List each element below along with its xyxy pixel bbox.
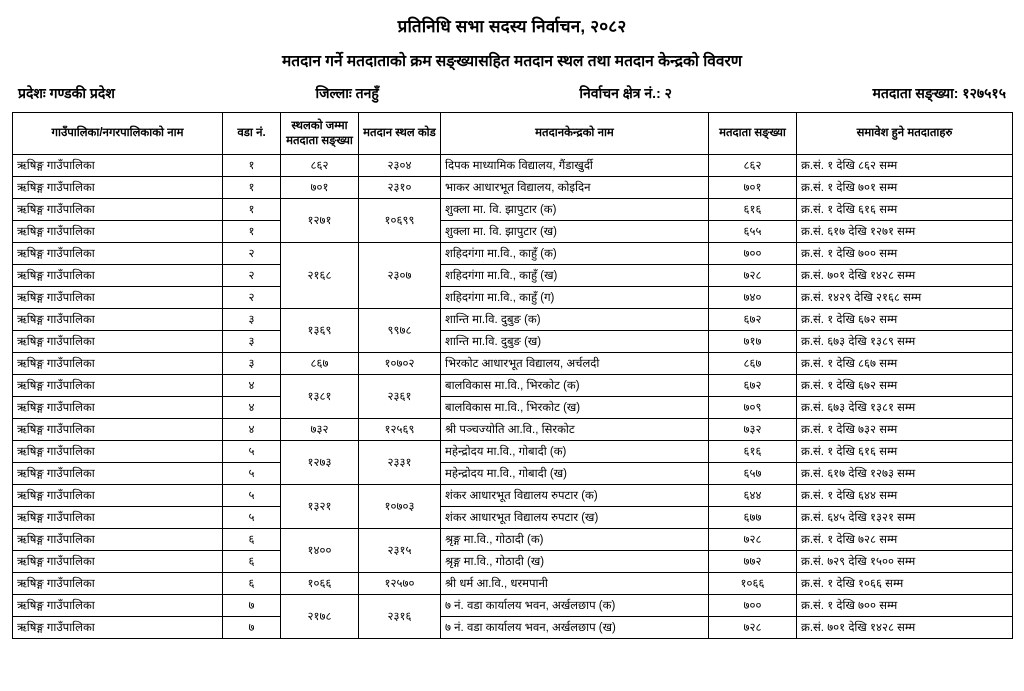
cell-center: शहिदगंगा मा.वि., काहुँ (क) xyxy=(441,243,709,265)
cell-code: १०७०३ xyxy=(359,485,441,529)
cell-ward: १ xyxy=(223,177,281,199)
cell-voters: ७३२ xyxy=(709,419,797,441)
table-row xyxy=(13,507,1013,529)
cell-voters: १०६६ xyxy=(709,573,797,595)
cell-total: २१६८ xyxy=(281,243,359,309)
cell-voters: ६७२ xyxy=(709,375,797,397)
cell-ward: ५ xyxy=(223,441,281,463)
cell-ward: १ xyxy=(223,221,281,243)
cell-ward: ५ xyxy=(223,507,281,529)
cell-range: क्र.सं. १ देखि ७२८ सम्म xyxy=(797,529,1013,551)
province-label: प्रदेशः गण्डकी प्रदेश xyxy=(18,85,115,101)
table-row xyxy=(13,287,1013,309)
cell-voters: ७०१ xyxy=(709,177,797,199)
table-row xyxy=(13,573,1013,595)
cell-ward: ६ xyxy=(223,551,281,573)
cell-center: शुक्ला मा. वि. झापुटार (क) xyxy=(441,199,709,221)
cell-code: १२५६९ xyxy=(359,419,441,441)
cell-name: ऋषिङ्ग गाउँपालिका xyxy=(13,397,223,419)
table-row xyxy=(13,331,1013,353)
cell-ward: ६ xyxy=(223,529,281,551)
cell-center: श्रृङ्ग मा.वि., गोठादी (ख) xyxy=(441,551,709,573)
cell-center: शहिदगंगा मा.वि., काहुँ (ग) xyxy=(441,287,709,309)
cell-voters: ६५५ xyxy=(709,221,797,243)
polling-center-table xyxy=(12,112,1013,639)
cell-ward: २ xyxy=(223,265,281,287)
cell-total: १३२१ xyxy=(281,485,359,529)
cell-voters: ६४४ xyxy=(709,485,797,507)
cell-name: ऋषिङ्ग गाउँपालिका xyxy=(13,551,223,573)
cell-voters: ७०० xyxy=(709,243,797,265)
cell-name: ऋषिङ्ग गाउँपालिका xyxy=(13,441,223,463)
table-row xyxy=(13,529,1013,551)
cell-center: ७ नं. वडा कार्यालय भवन, अर्खलछाप (क) xyxy=(441,595,709,617)
cell-voters: ७०९ xyxy=(709,397,797,419)
cell-total: १२७१ xyxy=(281,199,359,243)
table-row xyxy=(13,265,1013,287)
cell-range: क्र.सं. १ देखि ७०० सम्म xyxy=(797,595,1013,617)
cell-ward: ५ xyxy=(223,463,281,485)
cell-ward: ७ xyxy=(223,617,281,639)
cell-name: ऋषिङ्ग गाउँपालिका xyxy=(13,331,223,353)
table-row xyxy=(13,375,1013,397)
cell-range: क्र.सं. ७०१ देखि १४२८ सम्म xyxy=(797,617,1013,639)
cell-voters: ७२८ xyxy=(709,265,797,287)
table-row xyxy=(13,419,1013,441)
table-row xyxy=(13,353,1013,375)
district-label: जिल्लाः तनहुँ xyxy=(315,85,379,101)
cell-total: ७३२ xyxy=(281,419,359,441)
cell-code: २३१६ xyxy=(359,595,441,639)
constituency-label: निर्वाचन क्षेत्र नं.: २ xyxy=(579,85,672,101)
cell-name: ऋषिङ्ग गाउँपालिका xyxy=(13,287,223,309)
table-row xyxy=(13,441,1013,463)
cell-range: क्र.सं. ७२९ देखि १५०० सम्म xyxy=(797,551,1013,573)
cell-range: क्र.सं. १ देखि ६१६ सम्म xyxy=(797,441,1013,463)
cell-range: क्र.सं. १ देखि ६४४ सम्म xyxy=(797,485,1013,507)
cell-range: क्र.सं. ७०१ देखि १४२८ सम्म xyxy=(797,265,1013,287)
cell-center: शंकर आधारभूत विद्यालय रुपटार (ख) xyxy=(441,507,709,529)
cell-name: ऋषिङ्ग गाउँपालिका xyxy=(13,353,223,375)
cell-range: क्र.सं. १ देखि १०६६ सम्म xyxy=(797,573,1013,595)
cell-range: क्र.सं. १ देखि ८६२ सम्म xyxy=(797,155,1013,177)
column-header-center-name: मतदानकेन्द्रको नाम xyxy=(441,113,709,155)
cell-code: ९९७८ xyxy=(359,309,441,353)
cell-code: २३०७ xyxy=(359,243,441,309)
cell-code: १०७०२ xyxy=(359,353,441,375)
cell-ward: २ xyxy=(223,287,281,309)
cell-name: ऋषिङ्ग गाउँपालिका xyxy=(13,199,223,221)
cell-code: १०६९९ xyxy=(359,199,441,243)
cell-center: श्रृङ्ग मा.वि., गोठादी (क) xyxy=(441,529,709,551)
voter-count-label: मतदाता सङ्ख्या: १२७५१५ xyxy=(872,85,1006,101)
cell-ward: १ xyxy=(223,199,281,221)
cell-range: क्र.सं. १ देखि ७३२ सम्म xyxy=(797,419,1013,441)
cell-name: ऋषिङ्ग गाउँपालिका xyxy=(13,265,223,287)
cell-voters: ८६७ xyxy=(709,353,797,375)
cell-code: १२५७० xyxy=(359,573,441,595)
cell-voters: ७२८ xyxy=(709,529,797,551)
cell-name: ऋषिङ्ग गाउँपालिका xyxy=(13,221,223,243)
cell-name: ऋषिङ्ग गाउँपालिका xyxy=(13,507,223,529)
table-row xyxy=(13,155,1013,177)
cell-name: ऋषिङ्ग गाउँपालिका xyxy=(13,155,223,177)
document-meta-row xyxy=(12,84,1012,103)
cell-name: ऋषिङ्ग गाउँपालिका xyxy=(13,529,223,551)
cell-code: २३३१ xyxy=(359,441,441,485)
table-row xyxy=(13,177,1013,199)
column-header-voter-range: समावेश हुने मतदाताहरु xyxy=(797,113,1013,155)
cell-total: १२७३ xyxy=(281,441,359,485)
cell-range: क्र.सं. ६७३ देखि १३८९ सम्म xyxy=(797,331,1013,353)
cell-center: महेन्द्रोदय मा.वि., गोबादी (ख) xyxy=(441,463,709,485)
table-row xyxy=(13,463,1013,485)
cell-ward: ४ xyxy=(223,375,281,397)
cell-center: श्री पञ्चज्योति आ.वि., सिरकोट xyxy=(441,419,709,441)
table-row xyxy=(13,221,1013,243)
cell-voters: ६१६ xyxy=(709,441,797,463)
cell-total: १४०० xyxy=(281,529,359,573)
column-header-voter-count: मतदाता सङ्ख्या xyxy=(709,113,797,155)
cell-range: क्र.सं. १ देखि ७०० सम्म xyxy=(797,243,1013,265)
cell-name: ऋषिङ्ग गाउँपालिका xyxy=(13,177,223,199)
cell-range: क्र.सं. ६१७ देखि १२७३ सम्म xyxy=(797,463,1013,485)
cell-ward: ४ xyxy=(223,397,281,419)
cell-code: २३१० xyxy=(359,177,441,199)
cell-total: १३८१ xyxy=(281,375,359,419)
cell-name: ऋषिङ्ग गाउँपालिका xyxy=(13,375,223,397)
cell-total: ८६२ xyxy=(281,155,359,177)
table-row xyxy=(13,199,1013,221)
column-header-station-total: स्थलको जम्मा मतदाता सङ्ख्या xyxy=(281,113,359,155)
cell-voters: ७१७ xyxy=(709,331,797,353)
cell-center: भिरकोट आधारभूत विद्यालय, अर्चलदी xyxy=(441,353,709,375)
table-row xyxy=(13,595,1013,617)
cell-total: ८६७ xyxy=(281,353,359,375)
cell-range: क्र.सं. १ देखि ८६७ सम्म xyxy=(797,353,1013,375)
cell-name: ऋषिङ्ग गाउँपालिका xyxy=(13,595,223,617)
table-row xyxy=(13,243,1013,265)
cell-total: ७०१ xyxy=(281,177,359,199)
cell-voters: ७०० xyxy=(709,595,797,617)
cell-center: शान्ति मा.वि. दुबुङ (ख) xyxy=(441,331,709,353)
cell-name: ऋषिङ्ग गाउँपालिका xyxy=(13,243,223,265)
cell-range: क्र.सं. ६४५ देखि १३२१ सम्म xyxy=(797,507,1013,529)
cell-range: क्र.सं. १ देखि ७०१ सम्म xyxy=(797,177,1013,199)
cell-range: क्र.सं. १ देखि ६७२ सम्म xyxy=(797,375,1013,397)
cell-voters: ६५७ xyxy=(709,463,797,485)
cell-name: ऋषिङ्ग गाउँपालिका xyxy=(13,463,223,485)
table-row xyxy=(13,485,1013,507)
table-body xyxy=(13,155,1013,639)
cell-voters: ६१६ xyxy=(709,199,797,221)
table-row xyxy=(13,617,1013,639)
cell-ward: २ xyxy=(223,243,281,265)
cell-ward: १ xyxy=(223,155,281,177)
cell-name: ऋषिङ्ग गाउँपालिका xyxy=(13,573,223,595)
cell-center: ७ नं. वडा कार्यालय भवन, अर्खलछाप (ख) xyxy=(441,617,709,639)
cell-ward: ३ xyxy=(223,309,281,331)
cell-ward: ३ xyxy=(223,353,281,375)
cell-name: ऋषिङ्ग गाउँपालिका xyxy=(13,419,223,441)
document-title-secondary: मतदान गर्ने मतदाताको क्रम सङ्ख्यासहित मतदान स्थल तथा मतदान केन्द्रको विवरण xyxy=(281,53,743,70)
document-title-primary: प्रतिनिधि सभा सदस्य निर्वाचन, २०८२ xyxy=(397,17,627,36)
cell-name: ऋषिङ्ग गाउँपालिका xyxy=(13,485,223,507)
cell-voters: ७७२ xyxy=(709,551,797,573)
cell-range: क्र.सं. १४२९ देखि २१६८ सम्म xyxy=(797,287,1013,309)
cell-center: शहिदगंगा मा.वि., काहुँ (ख) xyxy=(441,265,709,287)
cell-code: २३६१ xyxy=(359,375,441,419)
cell-center: शुक्ला मा. वि. झापुटार (ख) xyxy=(441,221,709,243)
column-header-station-code: मतदान स्थल कोड xyxy=(359,113,441,155)
cell-ward: ६ xyxy=(223,573,281,595)
cell-range: क्र.सं. १ देखि ६१६ सम्म xyxy=(797,199,1013,221)
table-row xyxy=(13,397,1013,419)
cell-total: १३६९ xyxy=(281,309,359,353)
cell-total: १०६६ xyxy=(281,573,359,595)
cell-ward: ७ xyxy=(223,595,281,617)
cell-range: क्र.सं. १ देखि ६७२ सम्म xyxy=(797,309,1013,331)
cell-ward: ४ xyxy=(223,419,281,441)
table-row xyxy=(13,309,1013,331)
table-header-row xyxy=(13,113,1013,155)
cell-center: बालविकास मा.वि., भिरकोट (ख) xyxy=(441,397,709,419)
cell-voters: ७२८ xyxy=(709,617,797,639)
cell-center: श्री धर्म आ.वि., धरमपानी xyxy=(441,573,709,595)
cell-voters: ८६२ xyxy=(709,155,797,177)
table-row xyxy=(13,551,1013,573)
column-header-municipality: गाउँपालिका/नगरपालिकाको नाम xyxy=(13,113,223,155)
cell-center: भाकर आधारभूत विद्यालय, कोइदिन xyxy=(441,177,709,199)
cell-name: ऋषिङ्ग गाउँपालिका xyxy=(13,617,223,639)
cell-center: शंकर आधारभूत विद्यालय रुपटार (क) xyxy=(441,485,709,507)
column-header-ward: वडा नं. xyxy=(223,113,281,155)
cell-ward: ३ xyxy=(223,331,281,353)
cell-name: ऋषिङ्ग गाउँपालिका xyxy=(13,309,223,331)
cell-center: महेन्द्रोदय मा.वि., गोबादी (क) xyxy=(441,441,709,463)
cell-ward: ५ xyxy=(223,485,281,507)
cell-total: २१७८ xyxy=(281,595,359,639)
cell-voters: ६७२ xyxy=(709,309,797,331)
cell-center: दिपक माध्यामिक विद्यालय, गैंडाखुर्दी xyxy=(441,155,709,177)
cell-range: क्र.सं. ६७३ देखि १३८१ सम्म xyxy=(797,397,1013,419)
cell-center: शान्ति मा.वि. दुबुङ (क) xyxy=(441,309,709,331)
cell-code: २३०४ xyxy=(359,155,441,177)
cell-code: २३१५ xyxy=(359,529,441,573)
cell-range: क्र.सं. ६१७ देखि १२७१ सम्म xyxy=(797,221,1013,243)
cell-voters: ७४० xyxy=(709,287,797,309)
cell-voters: ६७७ xyxy=(709,507,797,529)
cell-center: बालविकास मा.वि., भिरकोट (क) xyxy=(441,375,709,397)
